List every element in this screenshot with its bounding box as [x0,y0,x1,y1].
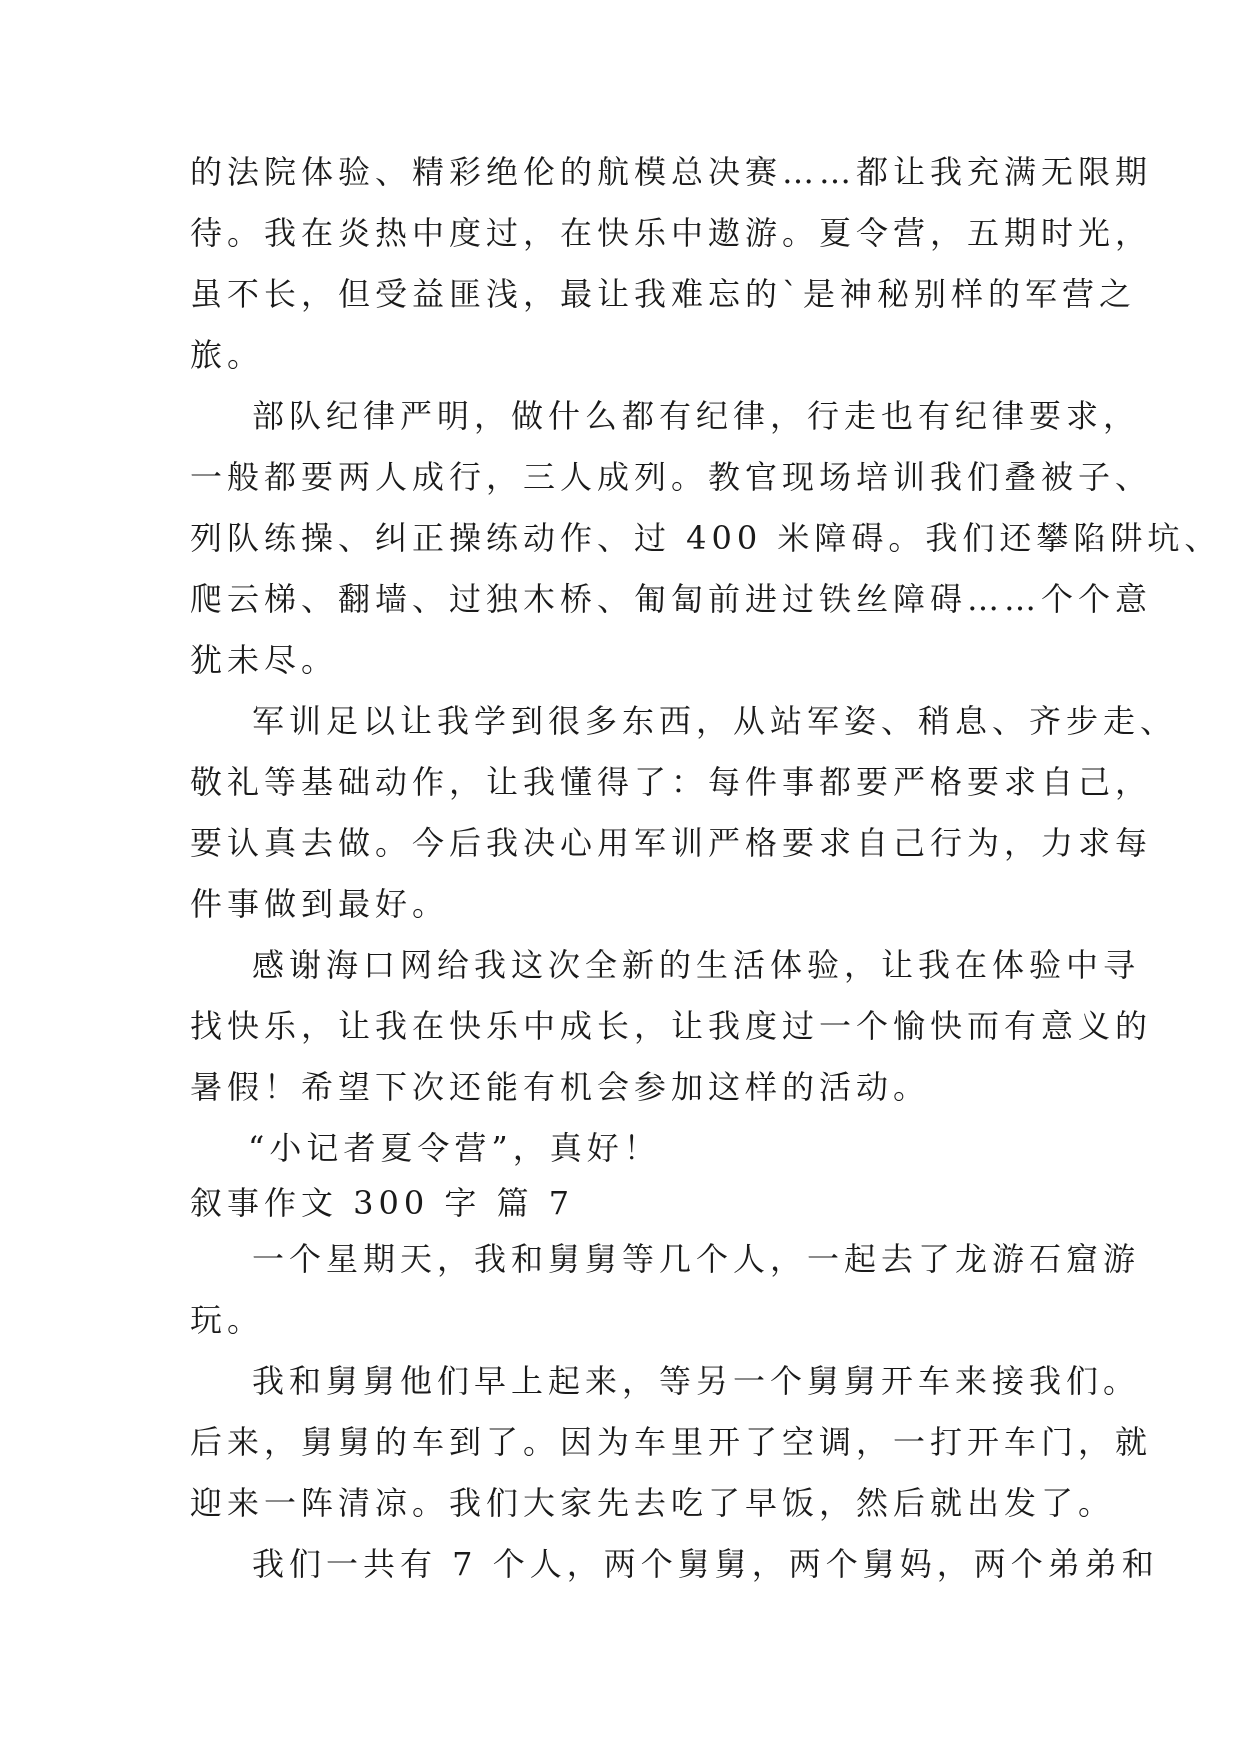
paragraph-line: 要认真去做。今后我决心用军训严格要求自己行为，力求每 [190,824,1153,862]
paragraph-line: 玩。 [190,1301,265,1339]
paragraph-line: 待。我在炎热中度过，在快乐中遨游。夏令营，五期时光， [190,214,1153,252]
paragraph-line: 部队纪律严明，做什么都有纪律，行走也有纪律要求， [252,397,1141,435]
paragraph-line: 军训足以让我学到很多东西，从站军姿、稍息、齐步走、 [252,702,1178,740]
paragraph-line: 感谢海口网给我这次全新的生活体验，让我在体验中寻 [252,946,1141,984]
section-heading: 叙事作文 300 字 篇 7 [190,1184,575,1222]
paragraph-line: 暑假！希望下次还能有机会参加这样的活动。 [190,1068,931,1106]
paragraph-line: 的法院体验、精彩绝伦的航模总决赛……都让我充满无限期 [190,153,1153,191]
paragraph-line: 后来，舅舅的车到了。因为车里开了空调，一打开车门，就 [190,1423,1153,1461]
paragraph-line: 找快乐，让我在快乐中成长，让我度过一个愉快而有意义的 [190,1007,1153,1045]
paragraph-line: 件事做到最好。 [190,885,450,923]
paragraph-line: 旅。 [190,336,265,374]
paragraph-line: 列队练操、纠正操练动作、过 400 米障碍。我们还攀陷阱坑、 [190,519,1222,557]
paragraph-line: 一个星期天，我和舅舅等几个人，一起去了龙游石窟游 [252,1240,1141,1278]
paragraph-line: 迎来一阵清凉。我们大家先去吃了早饭，然后就出发了。 [190,1484,1116,1522]
paragraph-line: 爬云梯、翻墙、过独木桥、匍匐前进过铁丝障碍……个个意 [190,580,1153,618]
paragraph-line: 犹未尽。 [190,641,339,679]
paragraph-line: 我们一共有 7 个人，两个舅舅，两个舅妈，两个弟弟和 [252,1545,1159,1583]
paragraph-line: “小记者夏令营”，真好！ [248,1129,661,1167]
paragraph-line: 敬礼等基础动作，让我懂得了：每件事都要严格要求自己， [190,763,1153,801]
paragraph-line: 一般都要两人成行，三人成列。教官现场培训我们叠被子、 [190,458,1153,496]
paragraph-line: 虽不长，但受益匪浅，最让我难忘的`是神秘别样的军营之 [190,275,1137,313]
paragraph-line: 我和舅舅他们早上起来，等另一个舅舅开车来接我们。 [252,1362,1141,1400]
